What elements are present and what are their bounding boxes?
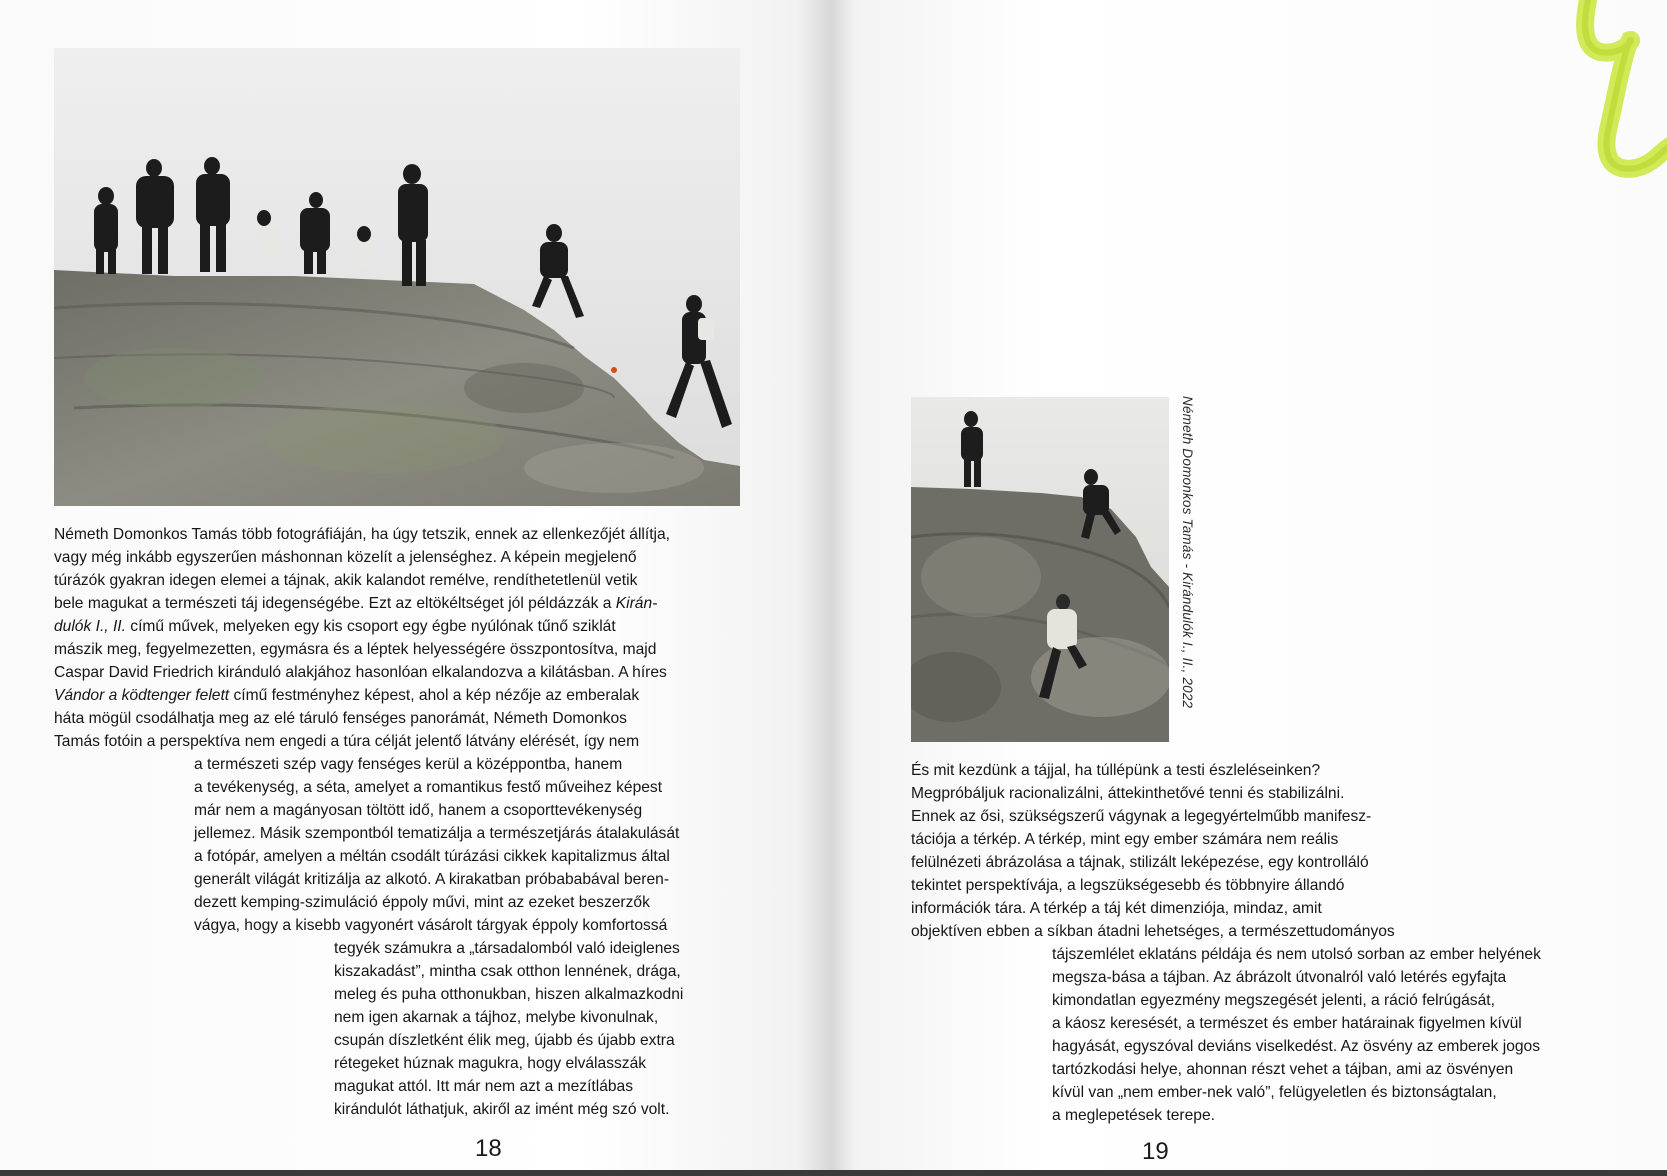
text-segment: Megpróbáljuk racionalizálni, áttekinthetővé tenni és stabilizálni. (911, 785, 1345, 802)
right-text-line-16 (1052, 1104, 1215, 1127)
left-text-line-10 (54, 730, 639, 753)
text-segment: meleg és puha otthonukban, hiszen alkalmazkodni (334, 986, 684, 1003)
text-segment: objektíven ebben a síkban átadni lehetséges, a természettudományos (911, 923, 1395, 940)
italic-title-text: dulók I., II. (54, 618, 126, 635)
right-text-line-2 (911, 782, 1344, 805)
left-text-line-15 (194, 845, 670, 868)
text-segment: felülnézeti ábrázolása a tájnak, stilizált leképezése, egy kontrolláló (911, 854, 1369, 871)
page-number-left: 18 (475, 1135, 502, 1162)
text-segment: kívül van „nem ember-nek való”, felügyeletlen és biztonságtalan, (1052, 1084, 1497, 1101)
left-text-line-7 (54, 661, 667, 684)
text-segment: kimondatlan egyezmény megszegését jelenti, a ráció felrúgását, (1052, 992, 1495, 1009)
text-segment: dezett kemping-szimuláció éppoly művi, mint az ezeket beszerzők (194, 894, 650, 911)
left-text-line-6 (54, 638, 656, 661)
left-text-line-14 (194, 822, 679, 845)
text-segment: című művek, melyeken egy kis csoport egy égbe nyúlónak tűnő sziklát (125, 618, 616, 635)
right-text-line-15 (1052, 1081, 1497, 1104)
left-text-line-18 (194, 914, 667, 937)
text-segment: vágya, hogy a kisebb vagyonért vásárolt tárgyak éppoly komfortossá (194, 917, 668, 934)
text-segment: tációja a térkép. A térkép, mint egy ember számára nem reális (911, 831, 1339, 848)
left-text-line-4 (54, 592, 657, 615)
hikers-ridge-illustration (54, 48, 740, 506)
left-text-line-2 (54, 546, 637, 569)
right-text-line-10 (1052, 966, 1506, 989)
right-text-line-8 (911, 920, 1395, 943)
text-segment: generált világát kritizálja az alkotó. A kirakatban próbababával beren- (194, 871, 670, 888)
left-text-line-24 (334, 1052, 646, 1075)
right-text-line-12 (1052, 1012, 1522, 1035)
text-segment: magukat attól. Itt már nem azt a mezítlábas (334, 1078, 634, 1095)
left-text-line-13 (194, 799, 642, 822)
italic-title-text: Kirán- (615, 595, 658, 612)
page-bottom-edge (0, 1170, 830, 1176)
text-segment: a meglepetések terepe. (1052, 1107, 1215, 1124)
text-segment: Caspar David Friedrich kiránduló alakjához hasonlóan elkalandozva a kilátásban. A híres (54, 664, 667, 681)
text-segment: tartózkodási helye, ahonnan részt vehet a tájban, ami az ösvényen (1052, 1061, 1514, 1078)
text-segment: mászik meg, fegyelmezetten, egymásra és a léptek helyességére összpontosítva, majd (54, 641, 657, 658)
text-segment: már nem a magányosan töltött idő, hanem a csoporttevékenység (194, 802, 643, 819)
right-text-line-5 (911, 851, 1369, 874)
climbers-photo (911, 397, 1169, 742)
left-text-line-19 (334, 937, 680, 960)
right-text-line-13 (1052, 1035, 1540, 1058)
left-text-line-3 (54, 569, 637, 592)
left-text-line-25 (334, 1075, 633, 1098)
text-segment: kirándulót láthatjuk, akiről az imént még szó volt. (334, 1101, 670, 1118)
page-number-right: 19 (1142, 1138, 1169, 1165)
text-segment: megsza-bása a tájban. Az ábrázolt útvonalról való letérés egyfajta (1052, 969, 1507, 986)
page-bottom-edge-right (830, 1170, 1667, 1176)
text-segment: És mit kezdünk a tájjal, ha túllépünk a testi észleléseinken? (911, 762, 1321, 779)
text-segment: vagy még inkább egyszerűen máshonnan közelít a jelenséghez. A képein megjelenő (54, 549, 637, 566)
text-segment: a fotópár, amelyen a méltán csodált túrázási cikkek kapitalizmus által (194, 848, 670, 865)
left-text-line-16 (194, 868, 669, 891)
text-segment: tekintet perspektívája, a legszükségesebb és többnyire állandó (911, 877, 1345, 894)
right-text-line-14 (1052, 1058, 1513, 1081)
climbers-illustration (911, 397, 1169, 742)
text-segment: kiszakadást”, mintha csak otthon lennének, drága, (334, 963, 681, 980)
right-text-line-11 (1052, 989, 1495, 1012)
text-segment: rétegeket húznak magukra, hogy elválasszák (334, 1055, 647, 1072)
text-segment: nem igen akarnak a tájhoz, melybe kivonulnak, (334, 1009, 659, 1026)
left-text-line-20 (334, 960, 681, 983)
text-segment: bele magukat a természeti táj idegenségébe. Ezt az eltökéltséget jól példázzák a (54, 595, 616, 612)
left-text-line-17 (194, 891, 650, 914)
right-text-line-6 (911, 874, 1344, 897)
text-segment: tegyék számukra a „társadalomból való ideiglenes (334, 940, 680, 957)
right-page (830, 0, 1667, 1176)
left-text-line-23 (334, 1029, 675, 1052)
text-segment: című festményhez képest, ahol a kép nézője az emberalak (229, 687, 640, 704)
text-segment: Tamás fotóin a perspektíva nem engedi a túra célját jelentő látvány elérését, így nem (54, 733, 640, 750)
left-text-line-5 (54, 615, 616, 638)
left-page (0, 0, 830, 1176)
photo-caption: Németh Domonkos Tamás - Kirándulók I., II., 2022 (1180, 396, 1195, 709)
right-text-line-9 (1052, 943, 1541, 966)
yellow-scribble-mark (1530, 0, 1667, 200)
right-text-line-7 (911, 897, 1322, 920)
hikers-ridge-photo (54, 48, 740, 506)
text-segment: csupán díszletként élik meg, újabb és újabb extra (334, 1032, 675, 1049)
left-text-line-12 (194, 776, 662, 799)
italic-title-text: Vándor a ködtenger felett (54, 687, 230, 704)
text-segment: háta mögül csodálhatja meg az elé táruló fenséges panorámát, Németh Domonkos (54, 710, 627, 727)
text-segment: a természeti szép vagy fenséges kerül a középpontba, hanem (194, 756, 623, 773)
right-text-line-4 (911, 828, 1338, 851)
text-segment: információk tára. A térkép a táj két dimenziója, mindaz, amit (911, 900, 1322, 917)
text-segment: a káosz keresését, a természet és ember határainak figyelmen kívül (1052, 1015, 1522, 1032)
left-text-line-26 (334, 1098, 669, 1121)
text-segment: jellemez. Másik szempontból tematizálja a természetjárás átalakulását (194, 825, 680, 842)
left-text-line-8 (54, 684, 639, 707)
left-text-line-21 (334, 983, 683, 1006)
text-segment: a tevékenység, a séta, amelyet a romantikus festő műveihez képest (194, 779, 663, 796)
left-text-line-9 (54, 707, 627, 730)
left-text-line-11 (194, 753, 622, 776)
left-text-line-1 (54, 523, 670, 546)
text-segment: Ennek az ősi, szükségszerű vágynak a legegyértelműbb manifesz- (911, 808, 1372, 825)
right-text-line-1 (911, 759, 1320, 782)
text-segment: Németh Domonkos Tamás több fotográfiáján, ha úgy tetszik, ennek az ellenkezőjét állítja, (54, 526, 671, 543)
text-segment: hagyását, egyszóval deviáns viselkedést. Az ösvény az emberek jogos (1052, 1038, 1541, 1055)
text-segment: túrázók gyakran idegen elemei a tájnak, akik kalandot remélve, rendíthetetlenül vetik (54, 572, 638, 589)
text-segment: tájszemlélet eklatáns példája és nem utolsó sorban az ember helyének (1052, 946, 1541, 963)
left-text-line-22 (334, 1006, 658, 1029)
right-text-line-3 (911, 805, 1371, 828)
